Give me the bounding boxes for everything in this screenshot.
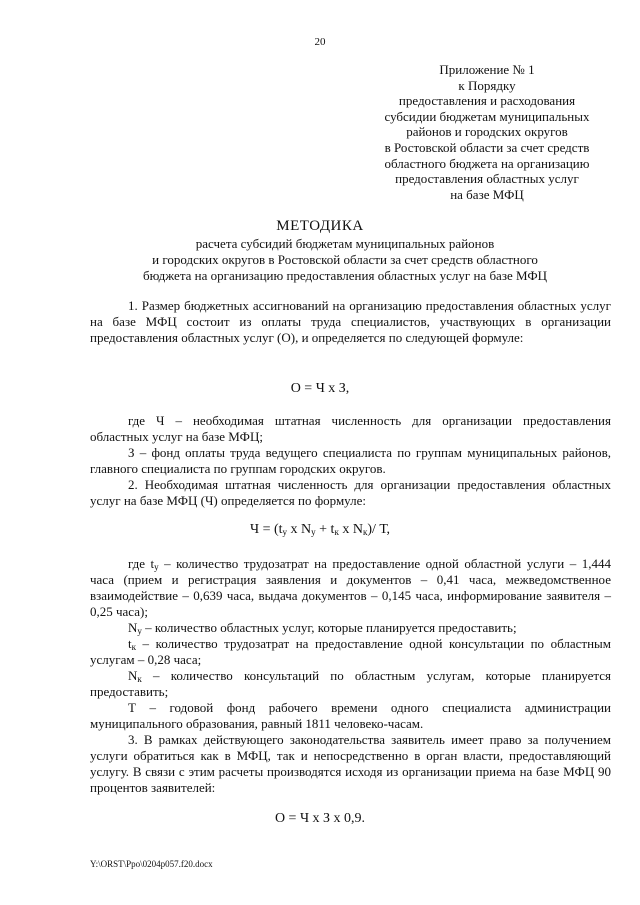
definition-nk <box>90 668 611 700</box>
appendix-line: к Порядку <box>458 77 516 93</box>
definition-text: – количество трудозатрат на предоставление одной областной услуги – 1,444 часа (прием и регистрация заявления и документов – 0,41 часа, межведомственное взаимодействие – 0,639 часа, выдача документов – 0,145 часа, информирование заявителя – 0,25 часа); <box>90 556 611 619</box>
definition-sub: к <box>131 642 136 652</box>
file-path-footer: Y:\ORST\Ppo\0204p057.f20.docx <box>90 859 213 869</box>
subtitle-line: и городских округов в Ростовской области за счет средств областного <box>152 252 538 267</box>
appendix-line: Приложение № 1 <box>439 62 535 77</box>
definition-text: – количество областных услуг, которые планируется предоставить; <box>141 620 517 635</box>
definition-sub: у <box>137 626 142 636</box>
definition-prefix: t <box>128 636 132 651</box>
formula-2 <box>0 522 640 538</box>
definitions-1 <box>90 413 611 509</box>
definition-ch: где Ч – необходимая штатная численность для организации предоставления областных услуг на базе МФЦ; <box>90 413 611 444</box>
formula-2-part: + t <box>315 522 335 537</box>
paragraph-1: 1. Размер бюджетных ассигнований на организацию предоставления областных услуг на базе МФЦ состоит из оплаты труда специалистов, участвующих в организации предоставления областных услуг (О), и определяется по следующей формуле: <box>90 298 611 345</box>
formula-2-sub: у <box>282 527 288 537</box>
subtitle-line: бюджета на организацию предоставления областных услуг на базе МФЦ <box>142 268 548 283</box>
appendix-line: в Ростовской области за счет средств <box>384 139 590 155</box>
definition-prefix: N <box>128 668 138 683</box>
definition-text: – количество трудозатрат на предоставление одной консультации по областным услугам – 0,28 часа; <box>90 636 611 667</box>
definitions-2 <box>90 556 611 796</box>
appendix-line: районов и городских округов <box>406 124 568 140</box>
appendix-line: субсидии бюджетам муниципальных <box>384 108 590 124</box>
appendix-line: предоставления и расходования <box>398 93 576 109</box>
definition-sub: к <box>137 674 142 684</box>
definition-t: Т – годовой фонд рабочего времени одного специалиста администрации муниципального образования, равный 1811 человеко-часам. <box>90 700 611 731</box>
formula-2-sub: к <box>362 527 368 537</box>
appendix-line: на базе МФЦ <box>450 186 524 202</box>
appendix-line: предоставления областных услуг <box>395 171 579 187</box>
definition-ny <box>90 620 611 636</box>
formula-2-sub: к <box>334 527 339 537</box>
definition-ty <box>90 556 611 620</box>
formula-2-part: )/ Т, <box>367 522 391 537</box>
definition-prefix: N <box>128 620 138 635</box>
appendix-line: областного бюджета на организацию <box>384 155 590 171</box>
definition-sub: у <box>154 562 159 572</box>
formula-2-sub: у <box>311 527 316 537</box>
document-title: МЕТОДИКА <box>276 218 364 234</box>
definition-z: З – фонд оплаты труда ведущего специалиста по группам муниципальных районов, главного специалиста по группам городских округов. <box>90 445 611 476</box>
formula-2-part: х N <box>287 522 312 537</box>
formula-2-part: х N <box>338 522 363 537</box>
subtitle-line: расчета субсидий бюджетам муниципальных районов <box>195 236 495 251</box>
formula-2-part: Ч = (t <box>249 522 283 537</box>
appendix-header <box>353 62 621 202</box>
section-1 <box>90 298 611 346</box>
formula-3: О = Ч х З х 0,9. <box>274 811 366 826</box>
formula-1: О = Ч х З, <box>290 381 350 396</box>
definition-prefix: где t <box>128 556 155 571</box>
page-number: 20 <box>314 36 326 48</box>
paragraph-2: 2. Необходимая штатная численность для организации предоставления областных услуг на базе МФЦ (Ч) определяется по формуле: <box>90 477 611 508</box>
paragraph-3: 3. В рамках действующего законодательства заявитель имеет право за получением услуги обратиться как в МФЦ, так и непосредственно в орган власти, предоставляющий услугу. В связи с этим расчеты производятся исходя из организации приема на базе МФЦ 90 процентов заявителей: <box>90 732 611 795</box>
document-subtitle <box>95 236 595 284</box>
definition-text: – количество консультаций по областным услугам, которые планируется предоставить; <box>90 668 611 699</box>
definition-tk <box>90 636 611 668</box>
